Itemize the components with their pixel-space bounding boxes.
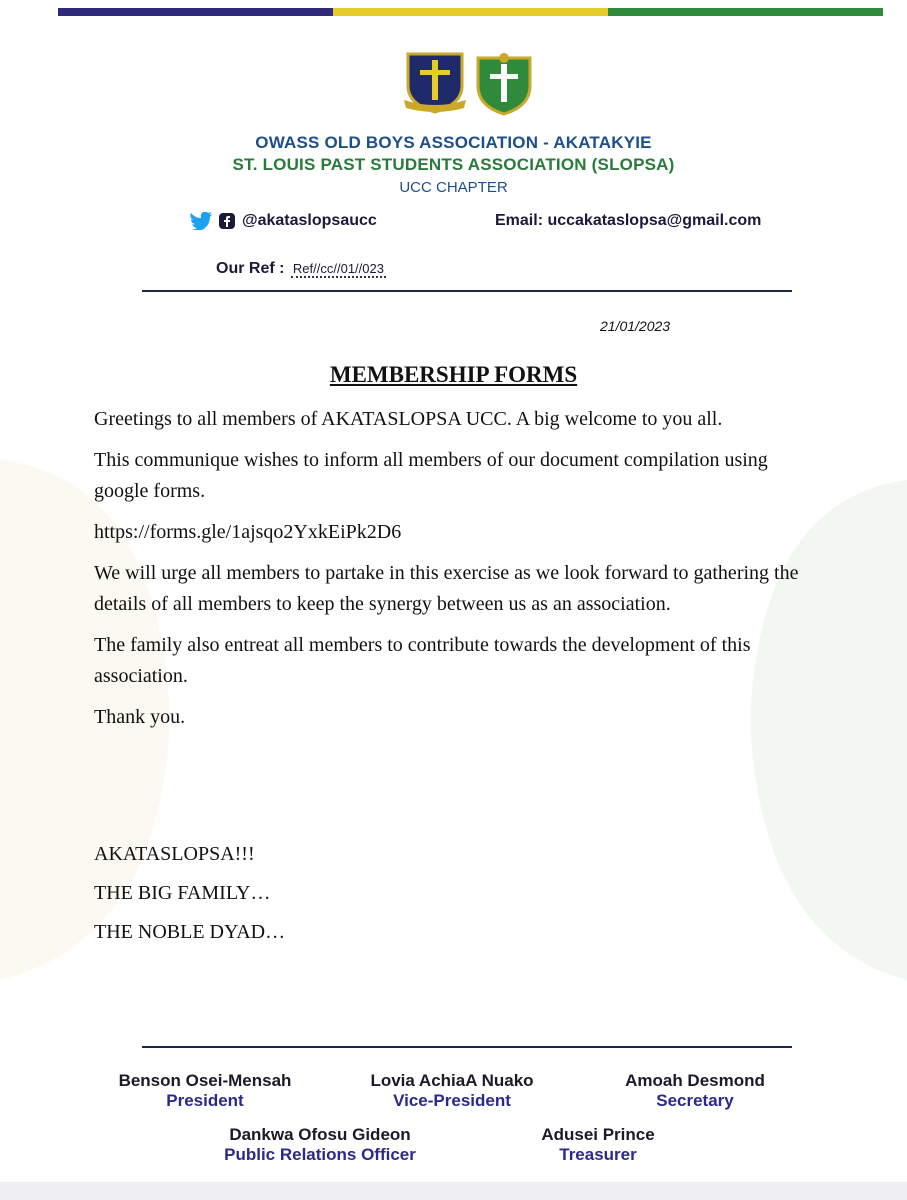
org-line-owass: OWASS OLD BOYS ASSOCIATION - AKATAKYIE — [255, 133, 652, 152]
org-line-slopsa: ST. LOUIS PAST STUDENTS ASSOCIATION (SLOPSA) — [232, 155, 675, 174]
owass-crest-icon — [402, 52, 468, 114]
paragraph-greeting: Greetings to all members of AKATASLOPSA UCC. A big welcome to you all. — [94, 408, 723, 430]
signatory-name: Lovia AchiaA Nuako — [370, 1071, 534, 1090]
closing-lines — [94, 843, 285, 960]
top-bar-navy — [58, 8, 333, 16]
twitter-icon — [190, 212, 212, 230]
google-form-link[interactable]: https://forms.gle/1ajsqo2YxkEiPk2D6 — [94, 521, 402, 543]
signatory-president — [95, 1071, 315, 1111]
signatory-role: Vice-President — [393, 1091, 511, 1110]
letter-title: MEMBERSHIP FORMS — [329, 362, 578, 387]
ref-label: Our Ref : — [216, 260, 285, 277]
letter-date: 21/01/2023 — [600, 318, 671, 334]
ref-value: Ref//cc//01//023 — [292, 261, 384, 276]
st-louis-crest-icon — [474, 52, 534, 116]
facebook-icon — [218, 212, 236, 230]
paragraph-urge: We will urge all members to partake in this exercise as we look forward to gathering the details of all members to keep the synergy between us as an association. — [94, 562, 799, 615]
signatory-vice-president — [342, 1071, 562, 1111]
bottom-strip — [0, 1182, 907, 1200]
our-reference — [216, 260, 386, 278]
paragraph-communique: This communique wishes to inform all members of our document compilation using google forms. — [94, 449, 768, 502]
signatory-pro — [195, 1125, 445, 1165]
signatory-role: President — [166, 1091, 244, 1110]
footer-divider — [142, 1046, 792, 1048]
signatory-role: Secretary — [656, 1091, 734, 1110]
social-handle-text: @akataslopsaucc — [242, 212, 377, 229]
social-handle[interactable] — [190, 212, 377, 230]
org-line-chapter: UCC CHAPTER — [399, 179, 508, 196]
signatory-name: Benson Osei-Mensah — [118, 1071, 292, 1090]
header-divider — [142, 290, 792, 292]
closing-line: THE BIG FAMILY… — [94, 882, 271, 904]
closing-line: THE NOBLE DYAD… — [94, 921, 286, 943]
top-bar-yellow — [333, 8, 608, 16]
signatory-name: Amoah Desmond — [625, 1071, 765, 1090]
closing-line: AKATASLOPSA!!! — [94, 843, 255, 865]
signatory-role: Public Relations Officer — [224, 1145, 416, 1164]
paragraph-thanks: Thank you. — [94, 706, 186, 728]
signatory-role: Treasurer — [559, 1145, 637, 1164]
top-color-bar — [58, 8, 883, 16]
letter-body — [94, 404, 819, 743]
top-bar-green — [608, 8, 883, 16]
signatory-secretary — [585, 1071, 805, 1111]
email-address[interactable]: Email: uccakataslopsa@gmail.com — [495, 212, 762, 229]
signatory-name: Dankwa Ofosu Gideon — [229, 1125, 411, 1144]
signatory-name: Adusei Prince — [541, 1125, 655, 1144]
signatory-treasurer — [488, 1125, 708, 1165]
paragraph-entreat: The family also entreat all members to contribute towards the development of this association. — [94, 634, 751, 687]
